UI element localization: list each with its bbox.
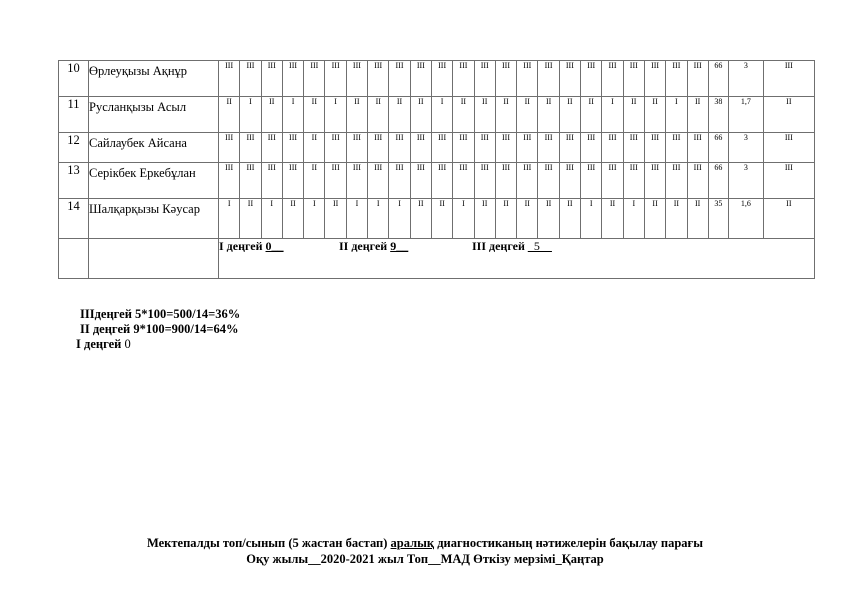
score-cell: III: [453, 163, 474, 199]
score-cell: III: [517, 61, 538, 97]
score-cell: II: [453, 97, 474, 133]
level1-percentage: [76, 337, 240, 352]
score-cell: III: [368, 163, 389, 199]
score-cell: III: [346, 61, 367, 97]
level-cell: II: [763, 97, 814, 133]
table-row: [59, 61, 815, 97]
average-cell: 3: [728, 61, 763, 97]
score-cell: III: [431, 133, 452, 163]
score-cell: II: [559, 199, 580, 239]
average-cell: 3: [728, 163, 763, 199]
score-cell: I: [346, 199, 367, 239]
score-cell: III: [240, 163, 261, 199]
score-cell: III: [687, 61, 708, 97]
score-cell: II: [304, 97, 325, 133]
score-cell: II: [495, 97, 516, 133]
document-subtitle: Оқу жылы__2020-2021 жыл Топ__МАД Өткізу мерзімі_Қаңтар: [246, 552, 604, 566]
level1-percentage-label: I деңгей: [76, 337, 125, 351]
score-cell: II: [410, 97, 431, 133]
score-cell: I: [389, 199, 410, 239]
score-cell: II: [517, 97, 538, 133]
score-cell: II: [325, 199, 346, 239]
score-cell: II: [431, 199, 452, 239]
average-cell: 1,6: [728, 199, 763, 239]
score-cell: III: [453, 61, 474, 97]
score-cell: III: [623, 133, 644, 163]
score-cell: II: [346, 97, 367, 133]
score-cell: II: [644, 199, 665, 239]
level-cell: II: [763, 199, 814, 239]
score-cell: I: [261, 199, 282, 239]
level-cell: III: [763, 61, 814, 97]
score-cell: II: [282, 199, 303, 239]
row-number: 11: [59, 97, 89, 133]
score-cell: III: [453, 133, 474, 163]
student-name: Шалқарқызы Кәусар: [89, 199, 219, 239]
level1-percentage-value: 0: [124, 337, 131, 351]
score-cell: I: [666, 97, 687, 133]
score-cell: II: [538, 199, 559, 239]
level3-label: III деңгей: [472, 239, 528, 253]
score-cell: III: [495, 133, 516, 163]
score-cell: III: [346, 163, 367, 199]
score-cell: I: [431, 97, 452, 133]
score-cell: III: [304, 61, 325, 97]
score-cell: II: [304, 133, 325, 163]
score-cell: II: [687, 97, 708, 133]
score-cell: III: [581, 133, 602, 163]
score-cell: II: [623, 97, 644, 133]
score-cell: III: [623, 61, 644, 97]
score-cell: III: [623, 163, 644, 199]
score-cell: III: [219, 61, 240, 97]
score-cell: III: [517, 163, 538, 199]
score-cell: III: [644, 133, 665, 163]
average-cell: 1,7: [728, 97, 763, 133]
level1-label: I деңгей: [219, 239, 266, 253]
score-cell: II: [410, 199, 431, 239]
level3-value: _5__: [527, 239, 552, 253]
score-cell: III: [687, 163, 708, 199]
score-cell: III: [368, 133, 389, 163]
score-cell: II: [474, 199, 495, 239]
score-cell: III: [602, 163, 623, 199]
score-cell: III: [581, 163, 602, 199]
title-underlined: аралық: [390, 536, 435, 550]
score-cell: II: [666, 199, 687, 239]
score-cell: II: [368, 97, 389, 133]
score-cell: I: [602, 97, 623, 133]
total-cell: 66: [708, 61, 728, 97]
level-summary: [219, 239, 815, 279]
table-row: [59, 163, 815, 199]
level3-percentage: IIIдеңгей 5*100=500/14=36%: [80, 307, 241, 321]
table-row: [59, 97, 815, 133]
score-cell: III: [495, 163, 516, 199]
results-table: [58, 60, 815, 279]
score-cell: III: [282, 133, 303, 163]
total-cell: 66: [708, 163, 728, 199]
score-cell: III: [389, 163, 410, 199]
score-cell: III: [261, 133, 282, 163]
score-cell: I: [282, 97, 303, 133]
score-cell: II: [389, 97, 410, 133]
level3-summary: [472, 239, 552, 254]
row-number: 12: [59, 133, 89, 163]
score-cell: III: [559, 61, 580, 97]
level1-value: 0__: [265, 239, 284, 253]
score-cell: III: [282, 163, 303, 199]
row-number: 13: [59, 163, 89, 199]
score-cell: II: [474, 97, 495, 133]
score-cell: I: [453, 199, 474, 239]
score-cell: III: [368, 61, 389, 97]
total-cell: 66: [708, 133, 728, 163]
level-cell: III: [763, 163, 814, 199]
row-number: 10: [59, 61, 89, 97]
score-cell: II: [602, 199, 623, 239]
table-row: [59, 199, 815, 239]
score-cell: III: [219, 133, 240, 163]
score-cell: III: [602, 61, 623, 97]
score-cell: III: [431, 163, 452, 199]
total-cell: 35: [708, 199, 728, 239]
score-cell: I: [219, 199, 240, 239]
level2-value: 9__: [390, 239, 409, 253]
score-cell: I: [368, 199, 389, 239]
score-cell: III: [261, 61, 282, 97]
score-cell: III: [538, 61, 559, 97]
score-cell: III: [325, 133, 346, 163]
score-cell: II: [517, 199, 538, 239]
score-cell: III: [602, 133, 623, 163]
score-cell: II: [240, 199, 261, 239]
level-cell: III: [763, 133, 814, 163]
title-part2: диагностиканың нәтижелерін бақылау парағы: [434, 536, 703, 550]
total-cell: 38: [708, 97, 728, 133]
student-name: Серікбек Еркебұлан: [89, 163, 219, 199]
score-cell: II: [261, 97, 282, 133]
document-title: [0, 536, 850, 551]
student-name: Өрлеуқызы Ақнұр: [89, 61, 219, 97]
row-number: 14: [59, 199, 89, 239]
score-cell: III: [325, 61, 346, 97]
score-cell: I: [240, 97, 261, 133]
score-cell: III: [474, 61, 495, 97]
summary-row: [59, 239, 815, 279]
level2-label: II деңгей: [339, 239, 391, 253]
average-cell: 3: [728, 133, 763, 163]
score-cell: III: [687, 133, 708, 163]
score-cell: II: [538, 97, 559, 133]
score-cell: III: [389, 61, 410, 97]
score-cell: II: [559, 97, 580, 133]
score-cell: III: [559, 163, 580, 199]
score-cell: III: [474, 163, 495, 199]
title-part1: Мектепалды топ/сынып (5 жастан бастап): [147, 536, 391, 550]
score-cell: III: [644, 163, 665, 199]
score-cell: I: [304, 199, 325, 239]
score-cell: II: [219, 97, 240, 133]
score-cell: III: [581, 61, 602, 97]
score-cell: I: [325, 97, 346, 133]
score-cell: II: [495, 199, 516, 239]
score-cell: III: [410, 163, 431, 199]
score-cell: III: [219, 163, 240, 199]
score-cell: III: [346, 133, 367, 163]
level1-summary: [219, 239, 339, 254]
table-row: [59, 133, 815, 163]
student-name: Сайлаубек Айсана: [89, 133, 219, 163]
score-cell: III: [431, 61, 452, 97]
score-cell: III: [538, 133, 559, 163]
score-cell: III: [410, 61, 431, 97]
score-cell: III: [410, 133, 431, 163]
level2-percentage: II деңгей 9*100=900/14=64%: [80, 322, 239, 336]
score-cell: I: [623, 199, 644, 239]
percentages-block: [76, 307, 241, 352]
score-cell: III: [666, 163, 687, 199]
score-cell: III: [325, 163, 346, 199]
level2-summary: [339, 239, 472, 254]
score-cell: III: [282, 61, 303, 97]
score-cell: III: [240, 61, 261, 97]
score-cell: II: [687, 199, 708, 239]
student-name: Русланқызы Асыл: [89, 97, 219, 133]
score-cell: III: [666, 133, 687, 163]
score-cell: II: [581, 97, 602, 133]
score-cell: III: [389, 133, 410, 163]
score-cell: III: [240, 133, 261, 163]
score-cell: III: [474, 133, 495, 163]
score-cell: III: [495, 61, 516, 97]
score-cell: II: [644, 97, 665, 133]
score-cell: III: [644, 61, 665, 97]
score-cell: III: [517, 133, 538, 163]
score-cell: II: [304, 163, 325, 199]
score-cell: III: [559, 133, 580, 163]
score-cell: III: [538, 163, 559, 199]
empty-cell: [59, 239, 89, 279]
empty-cell: [89, 239, 219, 279]
score-cell: I: [581, 199, 602, 239]
score-cell: III: [666, 61, 687, 97]
score-cell: III: [261, 163, 282, 199]
